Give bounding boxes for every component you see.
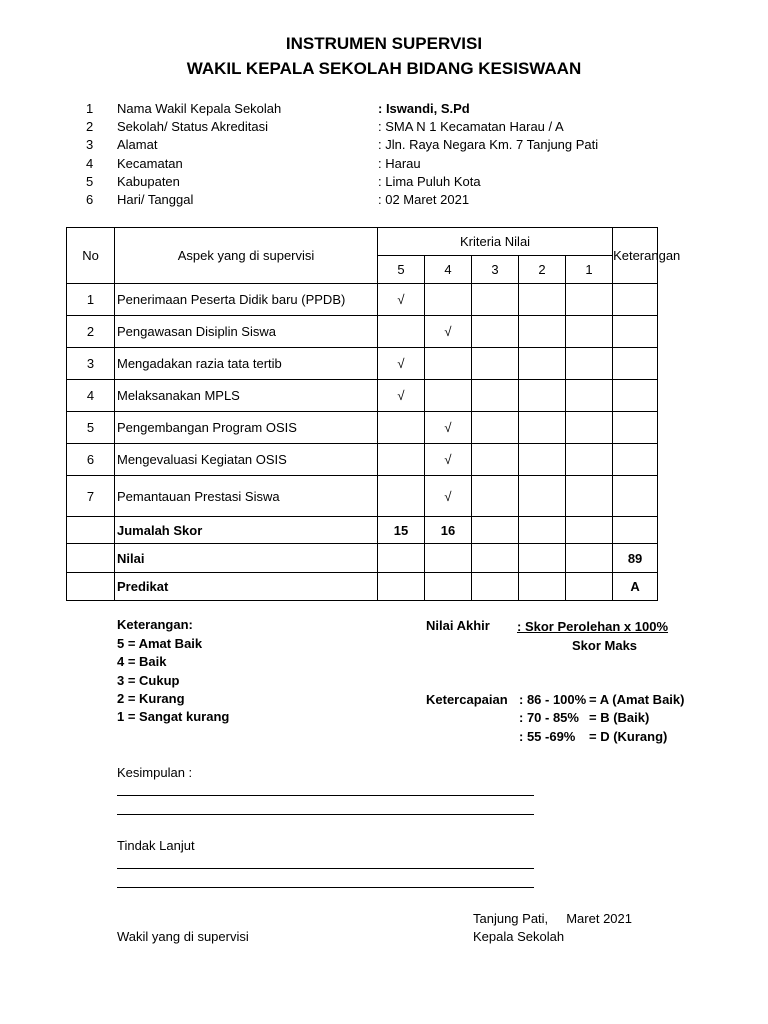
info-label: Kecamatan <box>117 156 183 171</box>
jumlah-row <box>67 517 658 544</box>
check-mark <box>425 284 472 316</box>
ketercapaian-grade: = B (Baik) <box>589 710 650 725</box>
nilai-value: 89 <box>613 544 658 573</box>
row-keterangan <box>613 348 658 380</box>
legend-item: 3 = Cukup <box>117 673 180 688</box>
header-kriteria: Kriteria Nilai <box>378 228 613 256</box>
info-no: 2 <box>86 119 94 134</box>
legend-item: 2 = Kurang <box>117 691 185 706</box>
score-header: 1 <box>566 256 613 284</box>
check-mark <box>378 476 425 517</box>
row-keterangan <box>613 284 658 316</box>
check-mark <box>519 412 566 444</box>
check-mark <box>425 380 472 412</box>
document-title-line2: WAKIL KEPALA SEKOLAH BIDANG KESISWAAN <box>186 59 582 78</box>
info-label: Alamat <box>117 137 158 152</box>
table-row <box>67 412 658 444</box>
header-no: No <box>67 228 115 284</box>
score-header: 5 <box>378 256 425 284</box>
predikat-label: Predikat <box>115 573 378 601</box>
score-header: 3 <box>472 256 519 284</box>
check-mark <box>472 444 519 476</box>
check-mark <box>472 284 519 316</box>
row-keterangan <box>613 444 658 476</box>
check-mark <box>378 412 425 444</box>
info-label: Hari/ Tanggal <box>117 192 194 207</box>
jumlah-label: Jumalah Skor <box>115 517 378 544</box>
supervision-table <box>66 227 681 601</box>
tindak-lanjut-line <box>117 868 534 869</box>
check-mark: √ <box>378 284 425 316</box>
row-aspek: Mengadakan razia tata tertib <box>115 348 378 380</box>
signature-place-date: Tanjung Pati, Maret 2021 <box>473 911 632 926</box>
check-mark <box>378 316 425 348</box>
kesimpulan-line <box>117 795 534 796</box>
row-no: 6 <box>67 444 115 476</box>
check-mark <box>566 476 613 517</box>
info-no: 1 <box>86 101 94 116</box>
row-aspek: Pemantauan Prestasi Siswa <box>115 476 378 517</box>
ketercapaian-range: : 55 -69% <box>519 729 576 744</box>
check-mark: √ <box>378 380 425 412</box>
info-value: : Harau <box>378 156 421 171</box>
check-mark <box>425 348 472 380</box>
row-no: 4 <box>67 380 115 412</box>
header-aspek: Aspek yang di supervisi <box>115 228 378 284</box>
info-value: : Jln. Raya Negara Km. 7 Tanjung Pati <box>378 137 599 152</box>
jumlah-value <box>519 517 566 544</box>
row-keterangan <box>613 316 658 348</box>
legend-item: 1 = Sangat kurang <box>117 709 230 724</box>
check-mark <box>566 348 613 380</box>
check-mark <box>472 380 519 412</box>
info-no: 3 <box>86 137 94 152</box>
table-row <box>67 444 658 476</box>
row-no: 7 <box>67 476 115 517</box>
info-value: : Lima Puluh Kota <box>378 174 481 189</box>
row-keterangan <box>613 412 658 444</box>
check-mark <box>519 444 566 476</box>
table-row <box>67 348 658 380</box>
check-mark: √ <box>378 348 425 380</box>
info-label: Kabupaten <box>117 174 180 189</box>
check-mark <box>472 316 519 348</box>
score-header: 2 <box>519 256 566 284</box>
ketercapaian-range: : 86 - 100% <box>519 692 587 707</box>
nilai-label: Nilai <box>115 544 378 573</box>
check-mark <box>566 380 613 412</box>
check-mark <box>566 412 613 444</box>
check-mark <box>566 284 613 316</box>
score-header: 4 <box>425 256 472 284</box>
info-value: : SMA N 1 Kecamatan Harau / A <box>378 119 564 134</box>
document-title-line1: INSTRUMEN SUPERVISI <box>285 34 483 53</box>
check-mark <box>519 316 566 348</box>
row-aspek: Mengevaluasi Kegiatan OSIS <box>115 444 378 476</box>
info-no: 5 <box>86 174 94 189</box>
tindak-lanjut-line <box>117 887 534 888</box>
legend-title: Keterangan: <box>117 617 193 632</box>
info-no: 6 <box>86 192 94 207</box>
nilai-akhir-label: Nilai Akhir <box>426 618 490 633</box>
row-aspek: Pengawasan Disiplin Siswa <box>115 316 378 348</box>
check-mark <box>472 348 519 380</box>
row-no: 3 <box>67 348 115 380</box>
jumlah-value <box>566 517 613 544</box>
row-no: 1 <box>67 284 115 316</box>
signature-right-label: Kepala Sekolah <box>473 929 565 944</box>
nilai-akhir-numerator: : Skor Perolehan x 100% <box>517 619 669 634</box>
nilai-akhir-denominator: Skor Maks <box>572 638 638 653</box>
table-row <box>67 380 658 412</box>
jumlah-value: 15 <box>378 517 425 544</box>
tindak-lanjut-label: Tindak Lanjut <box>117 838 195 853</box>
row-aspek: Melaksanakan MPLS <box>115 380 378 412</box>
ketercapaian-range: : 70 - 85% <box>519 710 579 725</box>
check-mark <box>472 476 519 517</box>
info-value: : Iswandi, S.Pd <box>378 101 470 116</box>
kesimpulan-line <box>117 814 534 815</box>
check-mark <box>519 380 566 412</box>
row-aspek: Pengembangan Program OSIS <box>115 412 378 444</box>
header-keterangan: Keterangan <box>613 228 658 284</box>
row-no: 2 <box>67 316 115 348</box>
jumlah-value: 16 <box>425 517 472 544</box>
ketercapaian-label: Ketercapaian <box>426 692 508 707</box>
info-no: 4 <box>86 156 94 171</box>
signature-left-label: Wakil yang di supervisi <box>117 929 249 944</box>
check-mark: √ <box>425 316 472 348</box>
nilai-row <box>67 544 658 573</box>
check-mark <box>519 284 566 316</box>
ketercapaian-grade: = A (Amat Baik) <box>589 692 685 707</box>
predikat-row <box>67 573 658 601</box>
check-mark <box>519 476 566 517</box>
jumlah-value <box>472 517 519 544</box>
info-label: Nama Wakil Kepala Sekolah <box>117 101 282 116</box>
table-row <box>67 316 658 348</box>
kesimpulan-label: Kesimpulan : <box>117 765 193 780</box>
row-aspek: Penerimaan Peserta Didik baru (PPDB) <box>115 284 378 316</box>
legend-item: 4 = Baik <box>117 654 167 669</box>
check-mark: √ <box>425 444 472 476</box>
info-label: Sekolah/ Status Akreditasi <box>117 119 269 134</box>
table-row <box>67 476 658 517</box>
row-keterangan <box>613 476 658 517</box>
check-mark <box>472 412 519 444</box>
check-mark <box>566 444 613 476</box>
info-value: : 02 Maret 2021 <box>378 192 470 207</box>
check-mark <box>378 444 425 476</box>
check-mark: √ <box>425 412 472 444</box>
predikat-value: A <box>613 573 658 601</box>
check-mark <box>566 316 613 348</box>
row-keterangan <box>613 380 658 412</box>
check-mark <box>519 348 566 380</box>
check-mark: √ <box>425 476 472 517</box>
ketercapaian-grade: = D (Kurang) <box>589 729 668 744</box>
row-no: 5 <box>67 412 115 444</box>
legend-item: 5 = Amat Baik <box>117 636 203 651</box>
table-row <box>67 284 658 316</box>
